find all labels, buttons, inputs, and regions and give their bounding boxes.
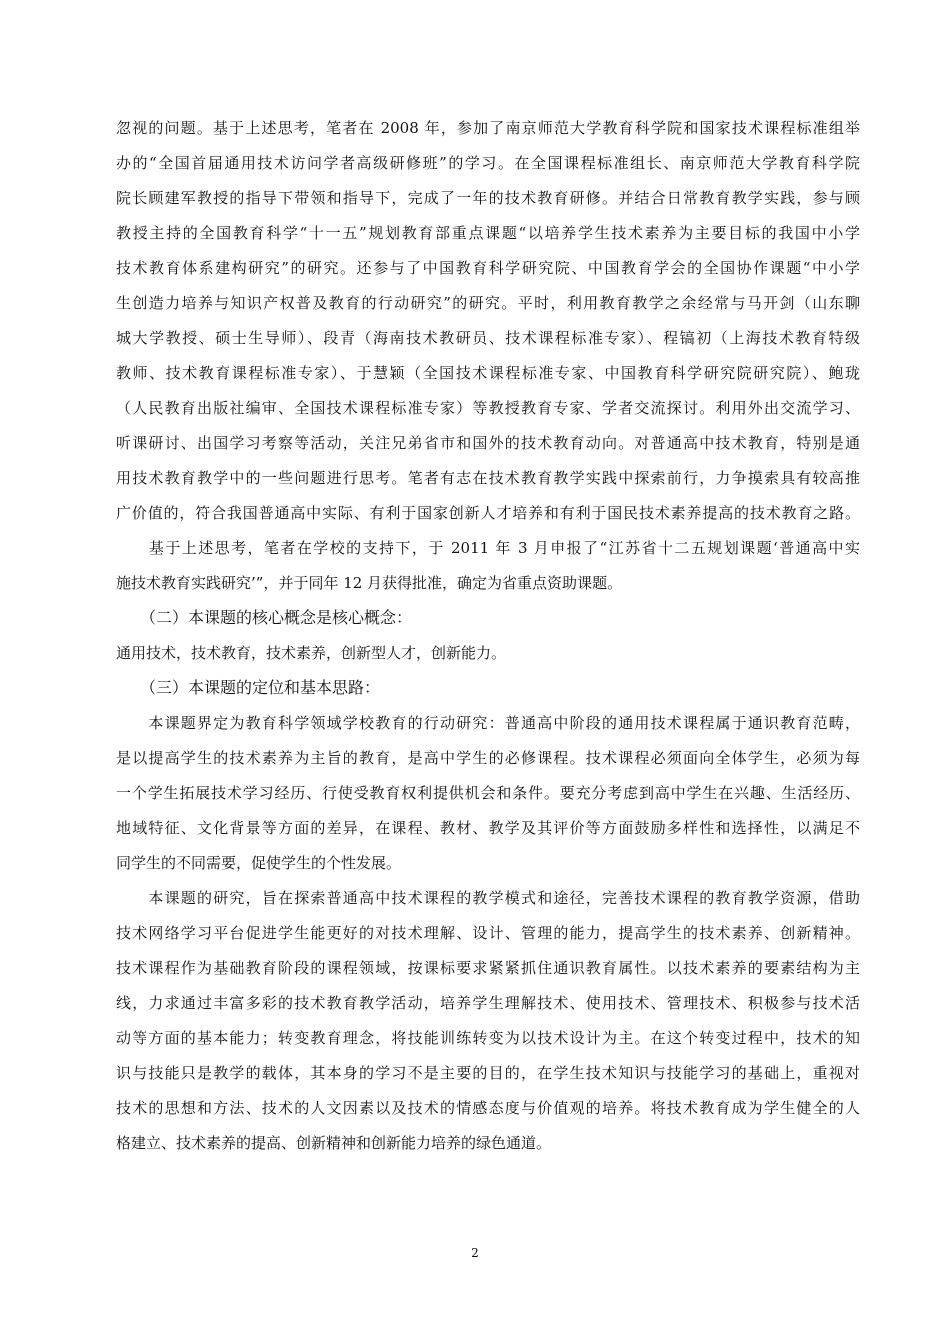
paragraph-4-line: 技术课程作为基础教育阶段的课程领域，按课标要求紧紧抓住通识教育属性。以技术素养的要素结构为主 [116, 959, 860, 977]
core-concepts-text: 通用技术，技术教育，技术素养，创新型人才，创新能力。 [116, 644, 507, 662]
paragraph-4-line: 格建立、技术素养的提高、创新精神和创新能力培养的绿色通道。 [116, 1134, 552, 1152]
section-heading-core-concepts: （二）本课题的核心概念是核心概念： [116, 608, 413, 627]
paragraph-4-line: 本课题的研究，旨在探索普通高中技术课程的教学模式和途径，完善技术课程的教育教学资源，借助 [116, 889, 860, 907]
paragraph-1-line: （人民教育出版社编审、全国技术课程标准专家）等教授教育专家、学者交流探讨。利用外出交流学习、 [116, 399, 860, 417]
paragraph-3-line: 是以提高学生的技术素养为主旨的教育，是高中学生的必修课程。技术课程必须面向全体学生，必须为每 [116, 749, 860, 767]
paragraph-3-line: 地域特征、文化背景等方面的差异，在课程、教材、教学及其评价等方面鼓励多样性和选择性，以满足不 [116, 819, 860, 837]
paragraph-1-line: 广价值的，符合我国普通高中实际、有利于国家创新人才培养和有利于国民技术素养提高的技术教育之路。 [116, 504, 860, 522]
paragraph-1-line: 教师、技术教育课程标准专家）、于慧颖（全国技术课程标准专家、中国教育科学研究院研究院）、鲍珑 [116, 364, 860, 382]
paragraph-4-line: 动等方面的基本能力；转变教育理念，将技能训练转变为以技术设计为主。在这个转变过程中，技术的知 [116, 1029, 860, 1047]
paragraph-4-line: 技术的思想和方法、技术的人文因素以及技术的情感态度与价值观的培养。将技术教育成为学生健全的人 [116, 1099, 860, 1117]
paragraph-1-line: 城大学教授、硕士生导师）、段青（海南技术教研员、技术课程标准专家）、程镐初（上海技术教育特级 [116, 329, 860, 347]
paragraph-3-line: 本课题界定为教育科学领域学校教育的行动研究：普通高中阶段的通用技术课程属于通识教育范畴， [116, 714, 860, 732]
paragraph-3-line: 同学生的不同需要，促使学生的个性发展。 [116, 854, 402, 872]
paragraph-2-line: 基于上述思考，笔者在学校的支持下，于 2011 年 3 月申报了“江苏省十二五规划课题‘普通高中实 [116, 539, 860, 557]
paragraph-1-line: 技术教育体系建构研究”的研究。还参与了中国教育科学研究院、中国教育学会的全国协作课题“中小学 [116, 259, 860, 277]
paragraph-1-line: 院长顾建军教授的指导下带领和指导下，完成了一年的技术教育研修。并结合日常教育教学实践，参与顾 [116, 189, 860, 207]
paragraph-1-line: 办的“全国首届通用技术访问学者高级研修班”的学习。在全国课程标准组长、南京师范大学教育科学院 [116, 154, 860, 172]
paragraph-3-line: 一个学生拓展技术学习经历、行使受教育权利提供机会和条件。要充分考虑到高中学生在兴趣、生活经历、 [116, 784, 860, 802]
paragraph-4-line: 识与技能只是教学的载体，其本身的学习不是主要的目的，在学生技术知识与技能学习的基础上，重视对 [116, 1064, 860, 1082]
page-number: 2 [471, 1246, 479, 1260]
paragraph-1-line: 教授主持的全国教育科学“十一五”规划教育部重点课题“以培养学生技术素养为主要目标的我国中小学 [116, 224, 860, 242]
paragraph-4-line: 线，力求通过丰富多彩的技术教育教学活动，培养学生理解技术、使用技术、管理技术、积极参与技术活 [116, 994, 860, 1012]
paragraph-1-line: 听课研讨、出国学习考察等活动，关注兄弟省市和国外的技术教育动向。对普通高中技术教育，特别是通 [116, 434, 860, 452]
section-heading-positioning: （三）本课题的定位和基本思路： [116, 678, 381, 697]
paragraph-1-line: 生创造力培养与知识产权普及教育的行动研究”的研究。平时，利用教育教学之余经常与马开剑（山东聊 [116, 294, 860, 312]
paragraph-2-line: 施技术教育实践研究’”，并于同年 12 月获得批准，确定为省重点资助课题。 [116, 574, 623, 592]
paragraph-4-line: 技术网络学习平台促进学生能更好的对技术理解、设计、管理的能力，提高学生的技术素养、创新精神。 [116, 924, 860, 942]
paragraph-1-line: 忽视的问题。基于上述思考，笔者在 2008 年，参加了南京师范大学教育科学院和国家技术课程标准组举 [116, 119, 860, 137]
paragraph-1-line: 用技术教育教学中的一些问题进行思考。笔者有志在技术教育教学实践中探索前行，力争摸索具有较高推 [116, 469, 860, 487]
